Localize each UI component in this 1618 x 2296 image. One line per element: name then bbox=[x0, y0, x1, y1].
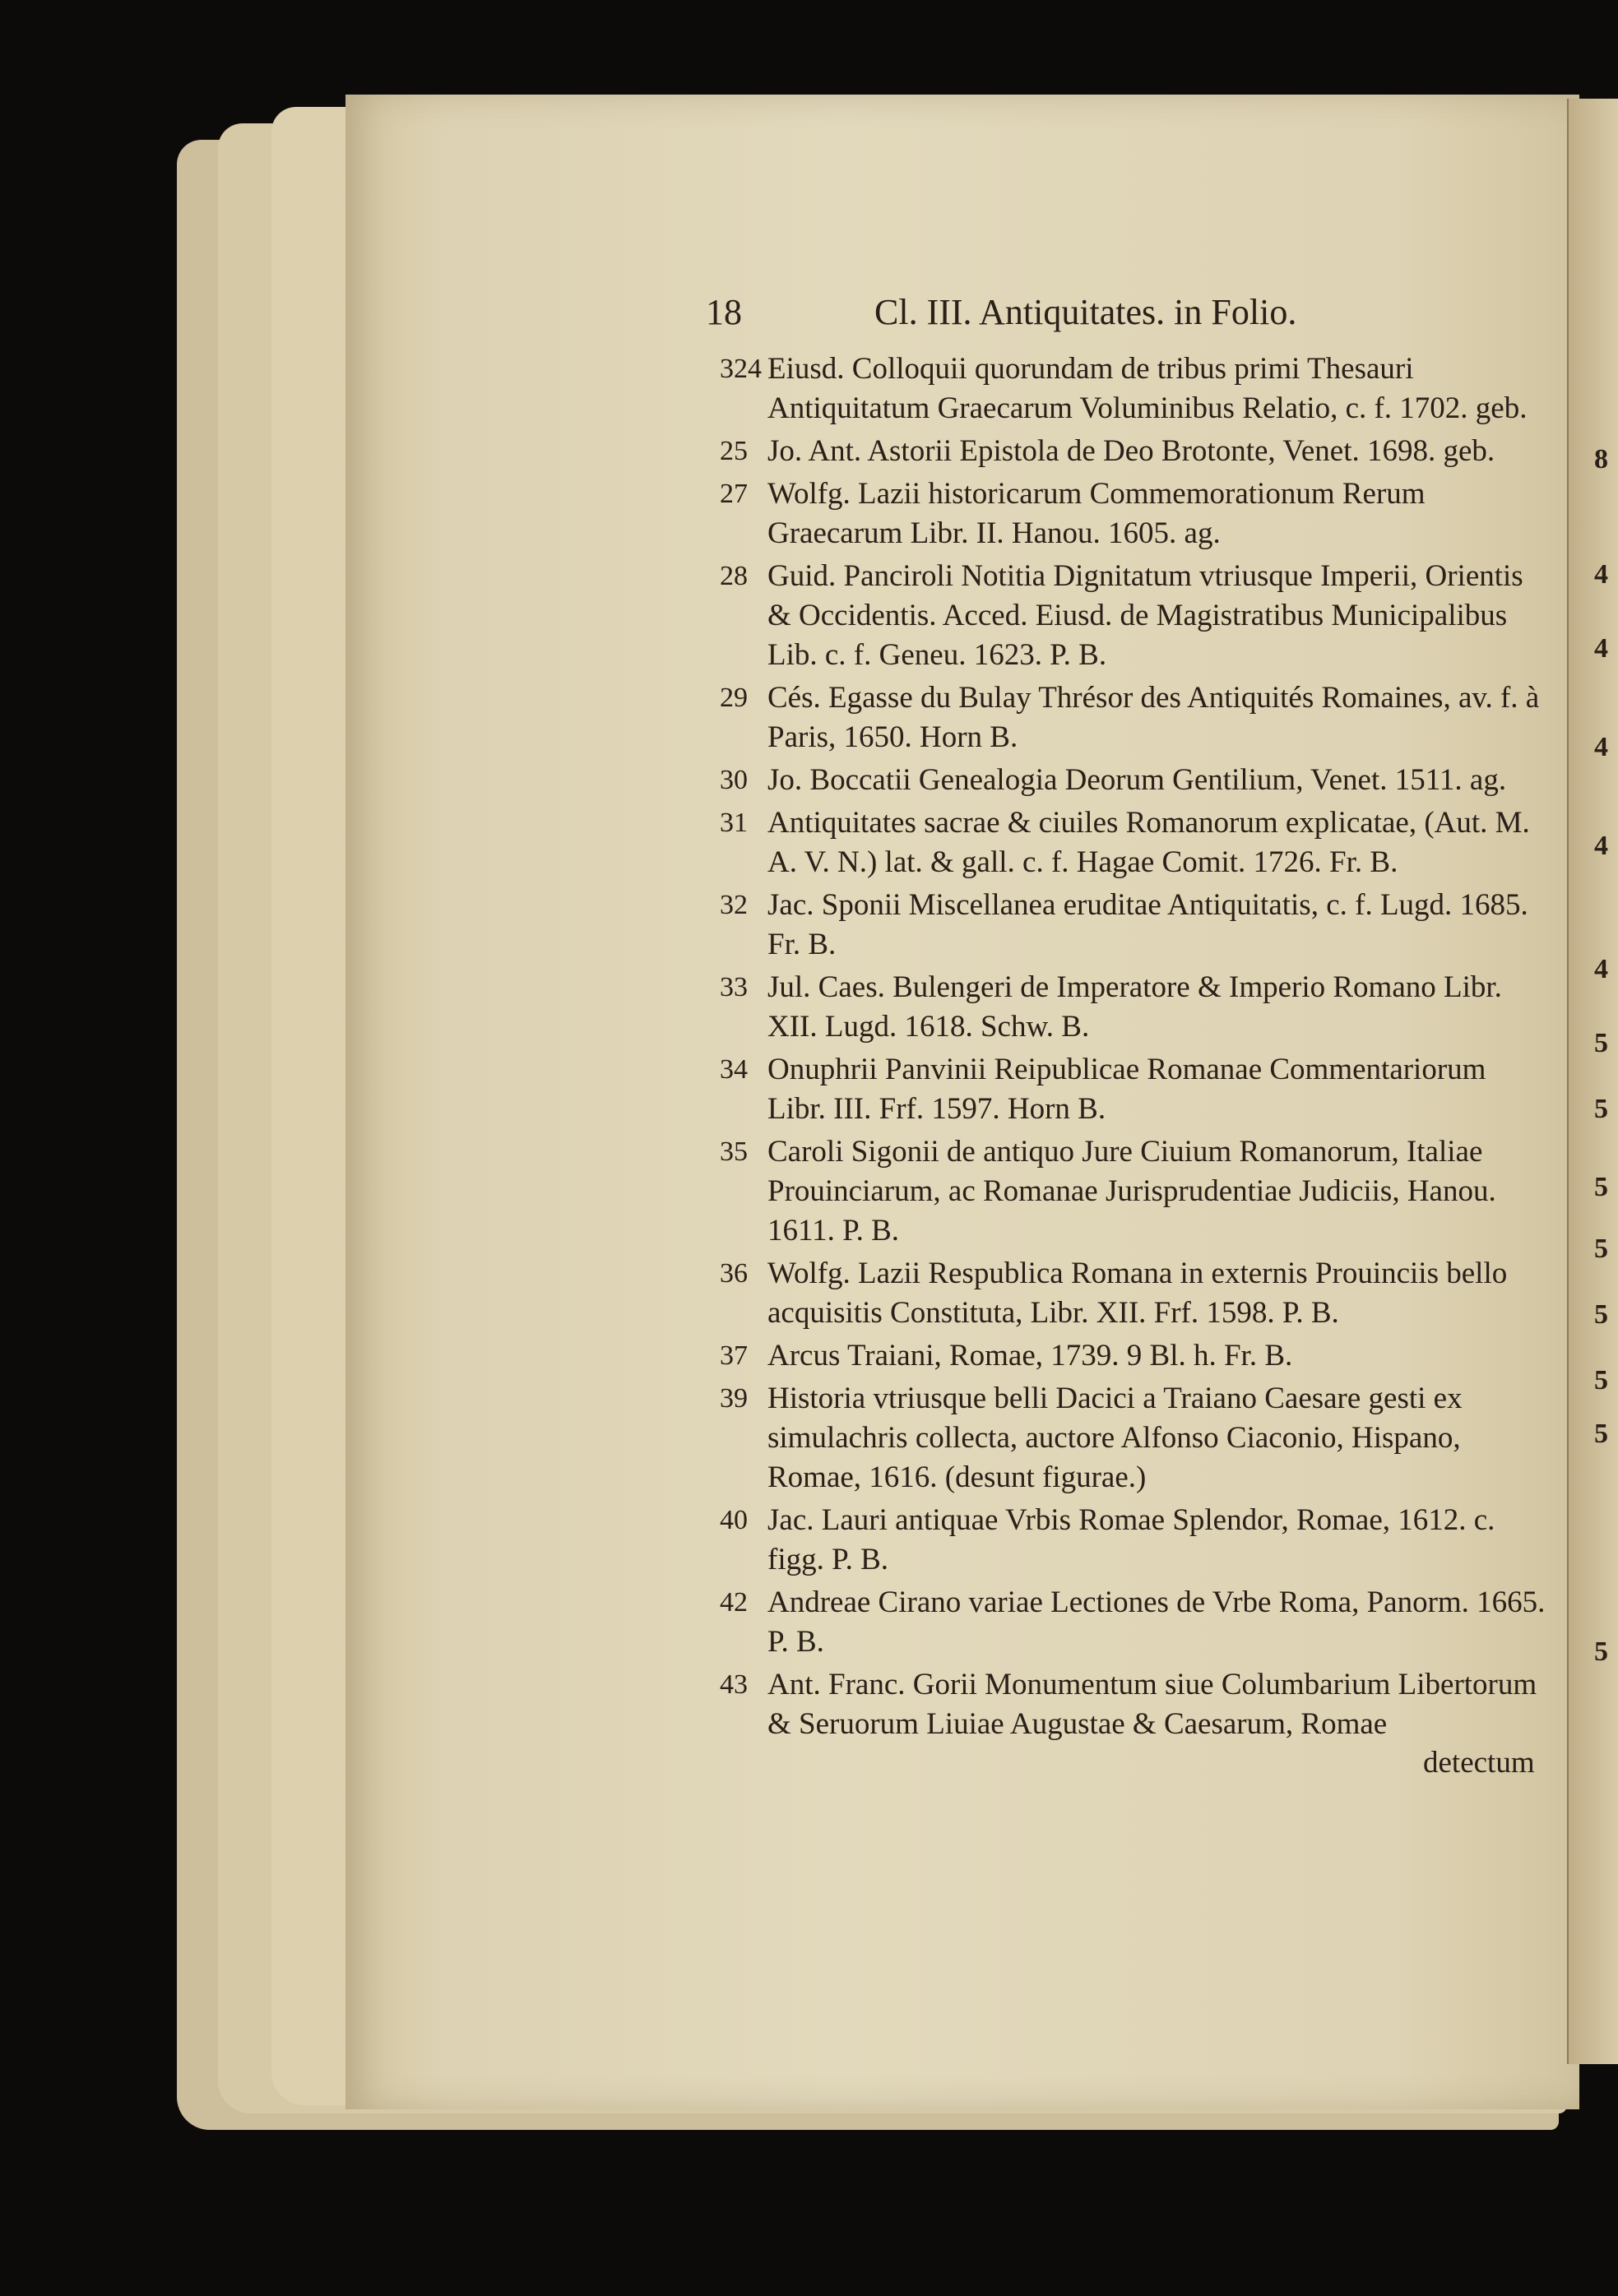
entry-number: 40 bbox=[720, 1505, 748, 1535]
facing-page-number: 5 bbox=[1594, 1094, 1608, 1124]
catalog-entry bbox=[720, 1336, 1551, 1376]
entry-number: 35 bbox=[720, 1136, 748, 1167]
entry-number: 32 bbox=[720, 890, 748, 920]
catalog-entry bbox=[720, 1254, 1551, 1333]
facing-page-number: 5 bbox=[1594, 1636, 1608, 1667]
entry-text: Wolfg. Lazii Respublica Romana in externis Prouinciis bello acquisitis Constituta, Libr. XII. Frf. 1598. P. B. bbox=[767, 1257, 1508, 1330]
catalog-entry bbox=[720, 803, 1551, 882]
catalog-entry bbox=[720, 761, 1551, 800]
entry-text: Ant. Franc. Gorii Monumentum siue Columbarium Libertorum & Seruorum Liuiae Augustae & Caesarum, Romae bbox=[767, 1668, 1537, 1741]
entry-number: 34 bbox=[720, 1054, 748, 1085]
catalog-entry bbox=[720, 1665, 1551, 1744]
entry-number: 27 bbox=[720, 479, 748, 509]
facing-page-number: 5 bbox=[1594, 1234, 1608, 1264]
catalog-entry bbox=[720, 968, 1551, 1047]
catalog-entry bbox=[720, 432, 1551, 471]
catalog-entry bbox=[720, 1132, 1551, 1251]
entry-text: Jac. Sponii Miscellanea eruditae Antiquitatis, c. f. Lugd. 1685. Fr. B. bbox=[767, 888, 1528, 961]
entry-text: Jac. Lauri antiquae Vrbis Romae Splendor, Romae, 1612. c. figg. P. B. bbox=[767, 1503, 1495, 1576]
entry-text: Arcus Traiani, Romae, 1739. 9 Bl. h. Fr. B. bbox=[767, 1339, 1293, 1373]
catalog-entry bbox=[720, 1050, 1551, 1129]
entry-text: Historia vtriusque belli Dacici a Traiano Caesare gesti ex simulachris collecta, auctore Alfonso Ciaconio, Hispano, Romae, 1616. (desunt figurae.) bbox=[767, 1382, 1463, 1494]
facing-page-number: 4 bbox=[1594, 633, 1608, 664]
facing-page-number: 4 bbox=[1594, 732, 1608, 762]
entry-number: 28 bbox=[720, 561, 748, 591]
facing-page-number: 5 bbox=[1594, 1299, 1608, 1330]
catalog-entry bbox=[720, 1583, 1551, 1662]
facing-page-edge bbox=[1567, 99, 1618, 2064]
catalog-entry bbox=[720, 557, 1551, 675]
entry-number: 29 bbox=[720, 683, 748, 713]
catalog-entry bbox=[720, 1379, 1551, 1497]
catalog-entry bbox=[720, 678, 1551, 757]
facing-page-number: 4 bbox=[1594, 954, 1608, 984]
catchword: detectum bbox=[1423, 1746, 1535, 1780]
catalog-entries bbox=[720, 349, 1551, 1747]
page-number: 18 bbox=[706, 292, 742, 332]
entry-number: 324 bbox=[720, 354, 762, 384]
entry-number: 25 bbox=[720, 436, 748, 466]
entry-number: 31 bbox=[720, 808, 748, 838]
entry-number: 30 bbox=[720, 765, 748, 795]
entry-number: 43 bbox=[720, 1669, 748, 1700]
entry-text: Andreae Cirano variae Lectiones de Vrbe Roma, Panorm. 1665. P. B. bbox=[767, 1585, 1546, 1659]
entry-text: Jul. Caes. Bulengeri de Imperatore & Imperio Romano Libr. XII. Lugd. 1618. Schw. B. bbox=[767, 970, 1502, 1044]
entry-number: 39 bbox=[720, 1383, 748, 1414]
entry-text: Caroli Sigonii de antiquo Jure Ciuium Romanorum, Italiae Prouinciarum, ac Romanae Jurisprudentiae Judiciis, Hanou. 1611. P. B. bbox=[767, 1135, 1496, 1248]
facing-page-number: 4 bbox=[1594, 559, 1608, 590]
entry-text: Jo. Ant. Astorii Epistola de Deo Brotonte, Venet. 1698. geb. bbox=[767, 434, 1495, 468]
section-title: Cl. III. Antiquitates. in Folio. bbox=[874, 292, 1297, 332]
entry-text: Guid. Panciroli Notitia Dignitatum vtriusque Imperii, Orientis & Occidentis. Acced. Eiusd. de Magistratibus Municipalibus Lib. c. f. Geneu. 1623. P. B. bbox=[767, 559, 1523, 672]
catalog-entry bbox=[720, 349, 1551, 428]
entry-number: 37 bbox=[720, 1340, 748, 1371]
running-head bbox=[706, 288, 1446, 337]
entry-number: 36 bbox=[720, 1258, 748, 1289]
facing-page-number: 8 bbox=[1594, 444, 1608, 474]
facing-page-number: 4 bbox=[1594, 831, 1608, 861]
entry-text: Antiquitates sacrae & ciuiles Romanorum explicatae, (Aut. M. A. V. N.) lat. & gall. c. f. Hagae Comit. 1726. Fr. B. bbox=[767, 806, 1530, 879]
entry-text: Jo. Boccatii Genealogia Deorum Gentilium, Venet. 1511. ag. bbox=[767, 763, 1507, 797]
entry-text: Onuphrii Panvinii Reipublicae Romanae Commentariorum Libr. III. Frf. 1597. Horn B. bbox=[767, 1053, 1486, 1126]
facing-page-number: 5 bbox=[1594, 1028, 1608, 1058]
catalog-entry bbox=[720, 1501, 1551, 1580]
entry-text: Eiusd. Colloquii quorundam de tribus primi Thesauri Antiquitatum Graecarum Voluminibus Relatio, c. f. 1702. geb. bbox=[767, 352, 1528, 425]
entry-number: 33 bbox=[720, 972, 748, 1002]
facing-page-number: 5 bbox=[1594, 1419, 1608, 1449]
entry-text: Cés. Egasse du Bulay Thrésor des Antiquités Romaines, av. f. à Paris, 1650. Horn B. bbox=[767, 681, 1540, 754]
catalog-entry bbox=[720, 474, 1551, 553]
catalog-entry bbox=[720, 886, 1551, 965]
entry-text: Wolfg. Lazii historicarum Commemorationum Rerum Graecarum Libr. II. Hanou. 1605. ag. bbox=[767, 477, 1426, 550]
facing-page-number: 5 bbox=[1594, 1365, 1608, 1396]
facing-page-number: 5 bbox=[1594, 1172, 1608, 1202]
entry-number: 42 bbox=[720, 1587, 748, 1618]
